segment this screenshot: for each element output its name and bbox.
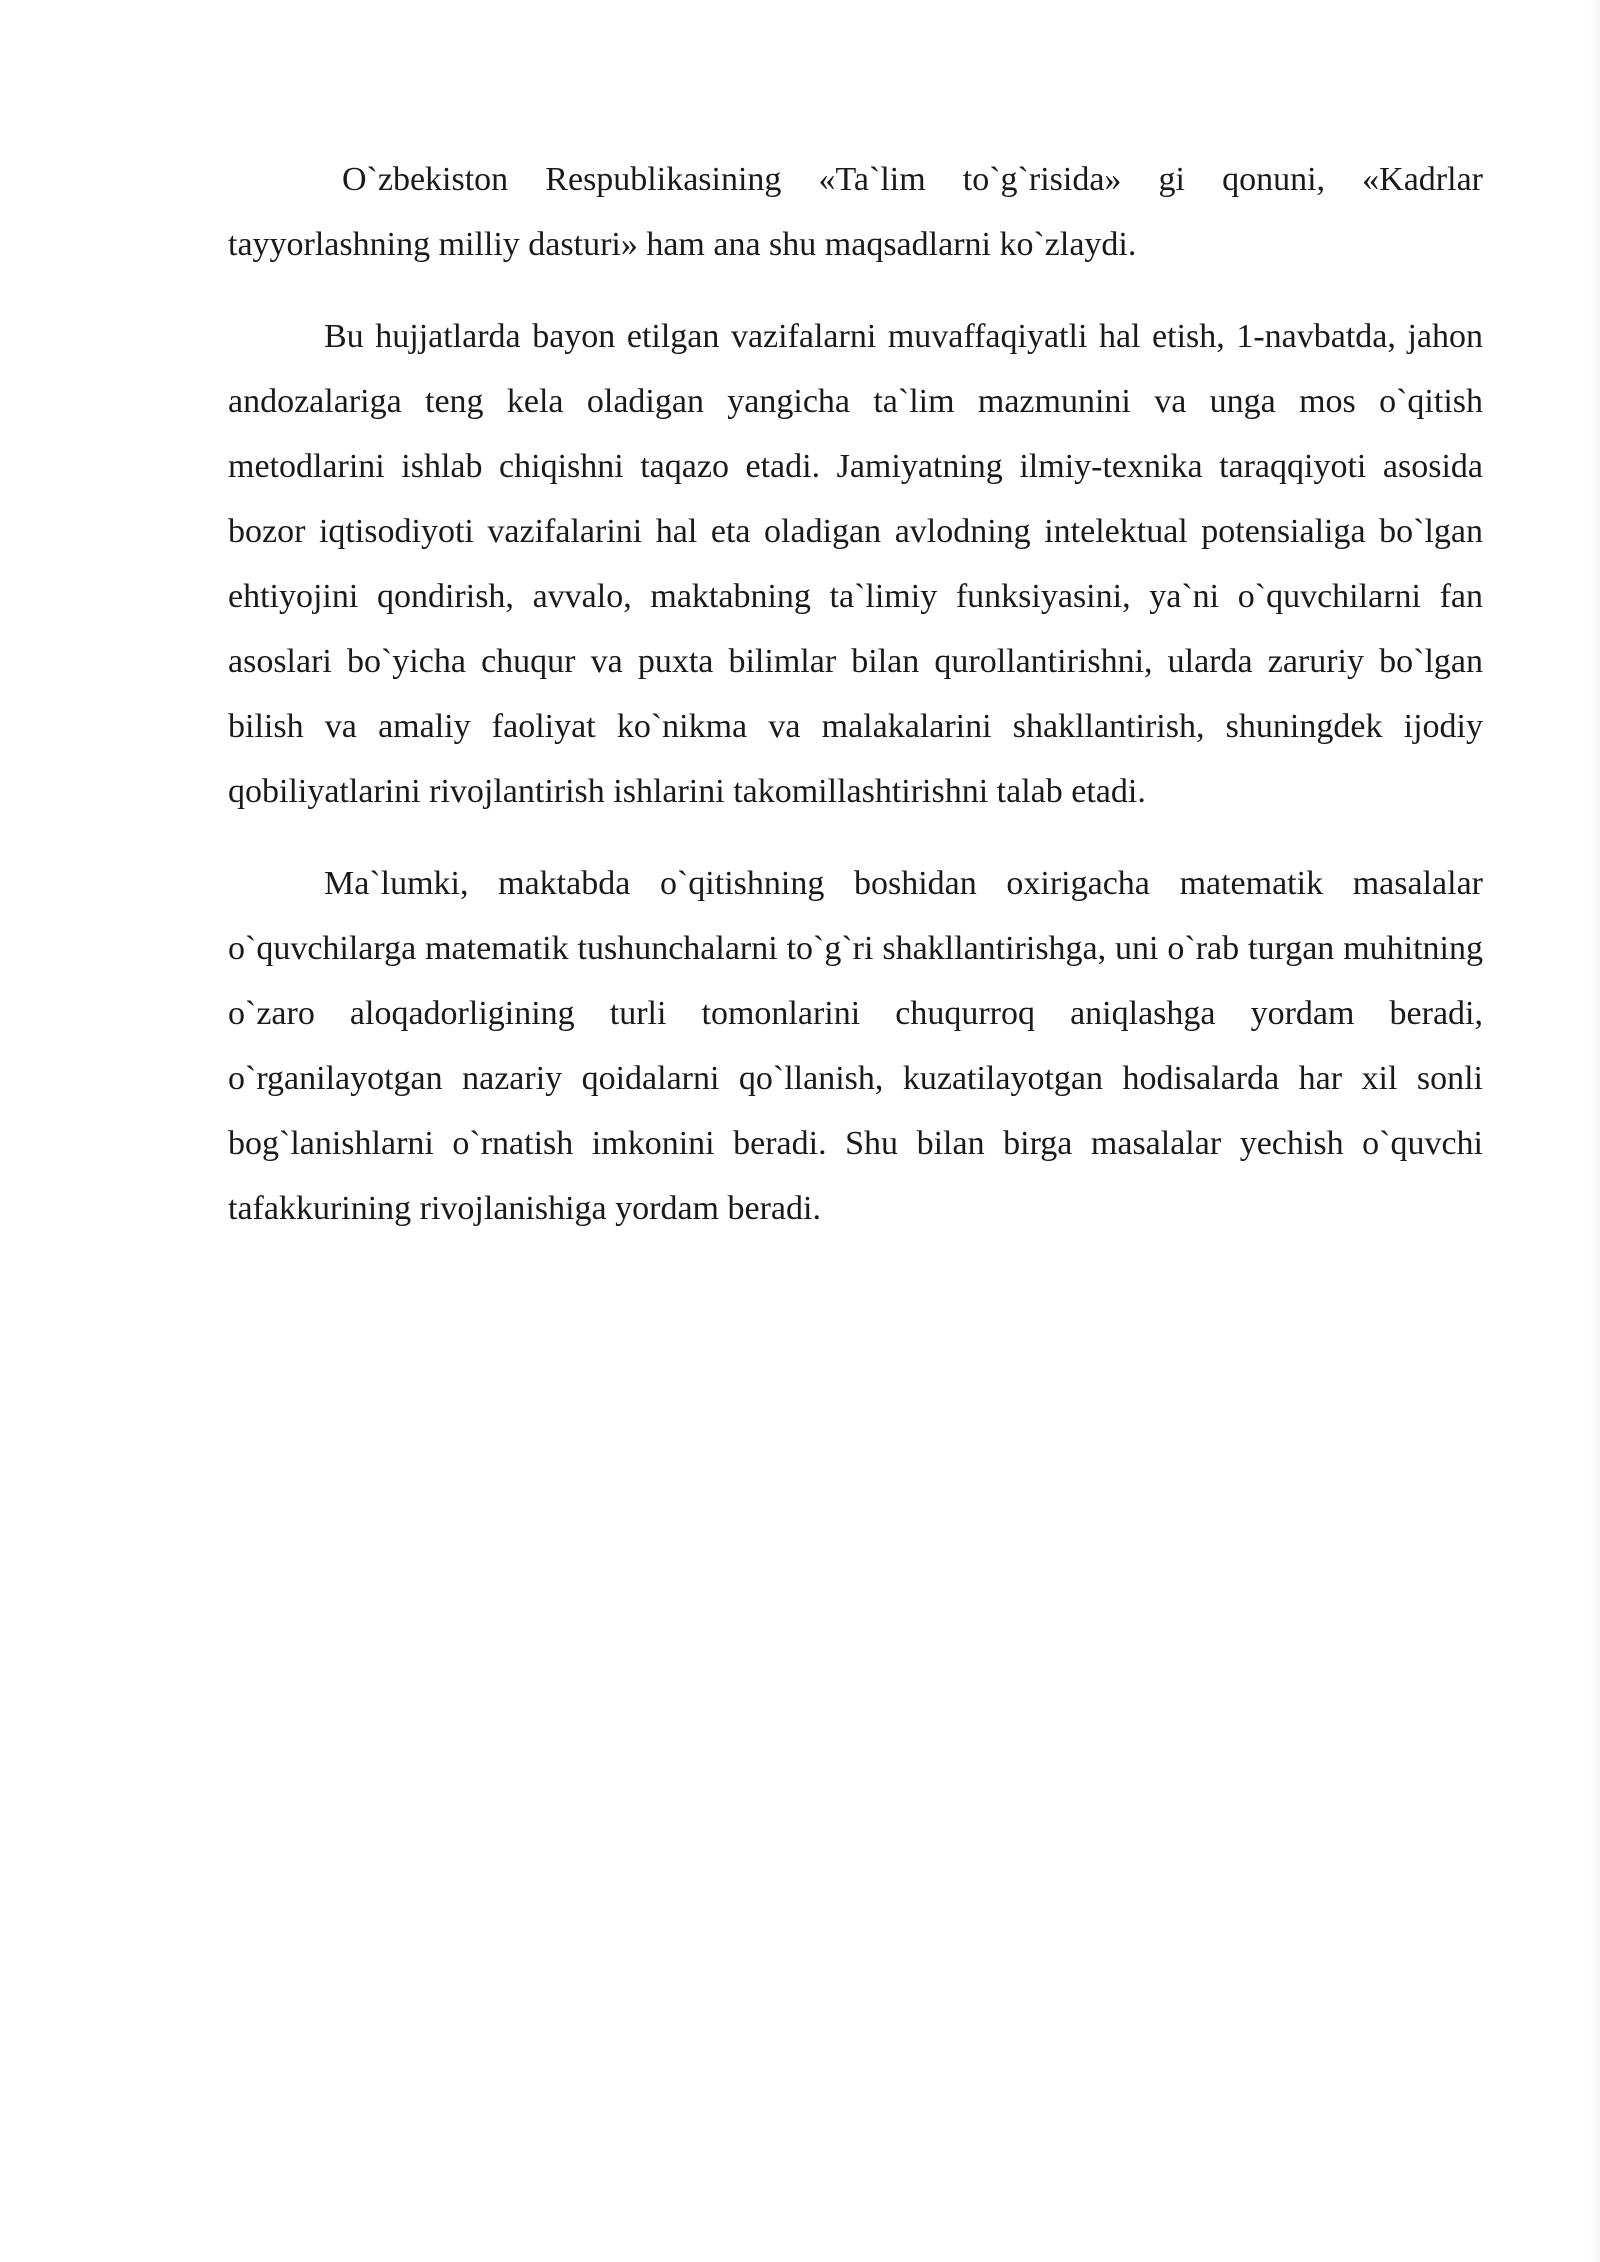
document-body [228,147,1483,1268]
paragraph-2: Bu hujjatlarda bayon etilgan vazifalarni muvaffaqiyatli hal etish, 1-navbatda, jahon andozalariga teng kela oladigan yangicha ta`lim mazmunini va unga mos o`qitish metodlarini ishlab chiqishni taqazo etadi. Jamiyatning ilmiy-texnika taraqqiyoti asosida bozor iqtisodiyoti vazifalarini hal eta oladigan avlodning intelektual potensialiga bo`lgan ehtiyojini qondirish, avvalo, maktabning ta`limiy funksiyasini, ya`ni o`quvchilarni fan asoslari bo`yicha chuqur va puxta bilimlar bilan qurollantirishni, ularda zaruriy bo`lgan bilish va amaliy faoliyat ko`nikma va malakalarini shakllantirish, shuningdek ijodiy qobiliyatlarini rivojlantirish ishlarini takomillashtirishni talab etadi. [228,318,1483,810]
paragraph-1: O`zbekiston Respublikasining «Ta`lim to`g`risida» gi qonuni, «Kadrlar tayyorlashning milliy dasturi» ham ana shu maqsadlarni ko`zlaydi. [228,161,1483,263]
page-edge-shadow [1590,0,1600,2262]
paragraph-3: Ma`lumki, maktabda o`qitishning boshidan oxirigacha matematik masalalar o`quvchilarga matematik tushunchalarni to`g`ri shakllantirishga, uni o`rab turgan muhitning o`zaro aloqadorligining turli tomonlarini chuqurroq aniqlashga yordam beradi, o`rganilayotgan nazariy qoidalarni qo`llanish, kuzatilayotgan hodisalarda har xil sonli bog`lanishlarni o`rnatish imkonini beradi. Shu bilan birga masalalar yechish o`quvchi tafakkurining rivojlanishiga yordam beradi. [228,865,1483,1227]
